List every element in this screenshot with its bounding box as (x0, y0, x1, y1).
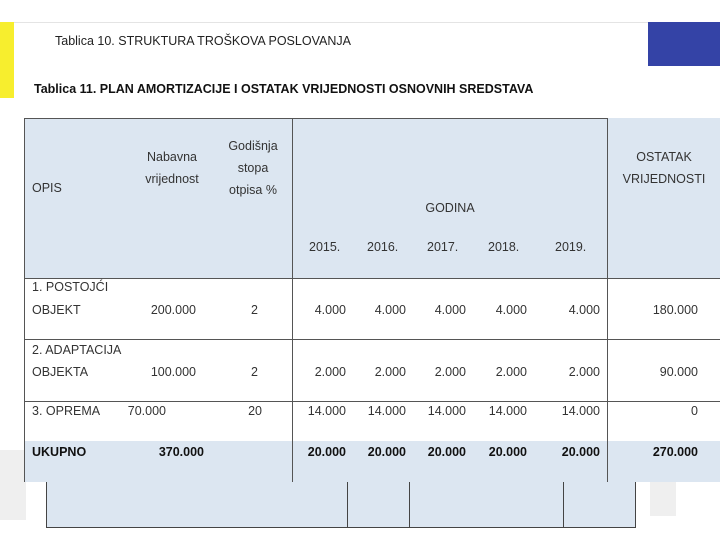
grid-line (24, 339, 720, 340)
cell-year: 4.000 (495, 303, 527, 317)
header-ostatak: OSTATAK (636, 150, 692, 164)
cell-stopa: 20 (248, 404, 262, 418)
cell-ostatak: 90.000 (659, 365, 698, 379)
watermark-shape (0, 450, 26, 520)
total-year: 20.000 (561, 445, 600, 459)
yellow-accent-block (0, 22, 14, 98)
cell-year: 14.000 (488, 404, 527, 418)
top-divider (14, 22, 648, 23)
cell-year: 2.000 (495, 365, 527, 379)
background-table (46, 478, 636, 528)
cell-stopa: 2 (251, 303, 258, 317)
header-godina: GODINA (425, 201, 475, 215)
total-nabavna: 370.000 (158, 445, 204, 459)
grid-line (24, 401, 720, 402)
header-year: 2015. (309, 240, 341, 254)
cell-ostatak: 180.000 (652, 303, 698, 317)
total-year: 20.000 (488, 445, 527, 459)
row-label: OBJEKTA (32, 365, 89, 379)
header-stopa: Godišnja (228, 139, 278, 153)
header-background (24, 118, 720, 278)
header-nabavna: vrijednost (145, 172, 199, 186)
cell-nabavna: 70.000 (127, 404, 166, 418)
total-year: 20.000 (307, 445, 346, 459)
header-stopa: otpisa % (229, 183, 277, 197)
cell-year: 4.000 (314, 303, 346, 317)
header-year: 2016. (367, 240, 399, 254)
row-label: OBJEKT (32, 303, 81, 317)
blue-accent-block (648, 22, 720, 66)
grid-line (24, 118, 608, 119)
cell-year: 14.000 (307, 404, 346, 418)
grid-line (24, 118, 25, 482)
cell-ostatak: 0 (691, 404, 698, 418)
row-label: 3. OPREMA (32, 404, 101, 418)
cell-year: 14.000 (427, 404, 466, 418)
cell-year: 4.000 (374, 303, 406, 317)
cell-year: 4.000 (568, 303, 600, 317)
depreciation-table (24, 118, 720, 482)
row-label: 2. ADAPTACIJA (32, 343, 122, 357)
cell-nabavna: 200.000 (150, 303, 196, 317)
cell-stopa: 2 (251, 365, 258, 379)
grid-line (607, 118, 608, 482)
header-nabavna: Nabavna (146, 150, 198, 164)
previous-table-title: Tablica 10. STRUKTURA TROŠKOVA POSLOVANJA (55, 34, 351, 48)
row-label: 1. POSTOJĆI (32, 280, 109, 294)
header-year: 2017. (427, 240, 459, 254)
cell-year: 14.000 (561, 404, 600, 418)
cell-year: 14.000 (367, 404, 406, 418)
header-year: 2019. (555, 240, 587, 254)
header-opis: OPIS (32, 181, 62, 195)
cell-year: 2.000 (568, 365, 600, 379)
grid-line (292, 118, 293, 482)
grid-line (24, 278, 720, 279)
total-ostatak: 270.000 (652, 445, 698, 459)
watermark-shape (650, 482, 676, 516)
total-label: UKUPNO (32, 445, 87, 459)
cell-nabavna: 100.000 (150, 365, 196, 379)
cell-year: 4.000 (434, 303, 466, 317)
total-year: 20.000 (367, 445, 406, 459)
header-stopa: stopa (237, 161, 269, 175)
header-year: 2018. (488, 240, 520, 254)
total-year: 20.000 (427, 445, 466, 459)
cell-year: 2.000 (314, 365, 346, 379)
page-title: Tablica 11. PLAN AMORTIZACIJE I OSTATAK VRIJEDNOSTI OSNOVNIH SREDSTAVA (34, 82, 534, 96)
header-ostatak: VRIJEDNOSTI (622, 172, 706, 186)
cell-year: 2.000 (374, 365, 406, 379)
cell-year: 2.000 (434, 365, 466, 379)
